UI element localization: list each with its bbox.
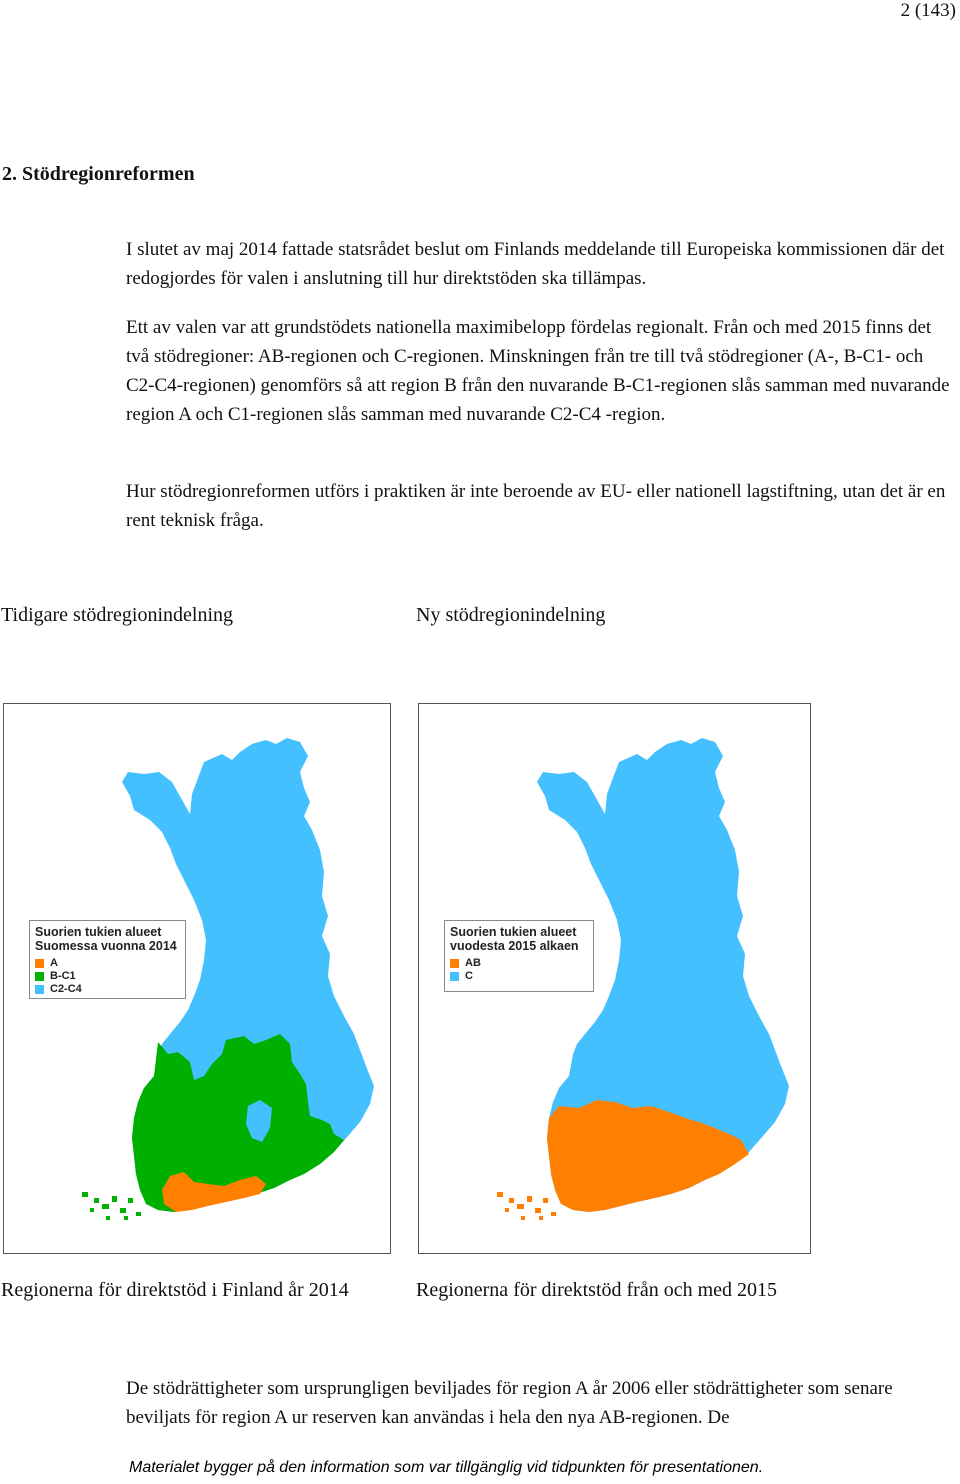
paragraph-3: Hur stödregionreformen utförs i praktiken är inte beroende av EU- eller nationell lagstiftning, utan det är en rent teknisk fråga. (126, 481, 946, 531)
legend-2015 (444, 920, 594, 992)
archipelago-islands (82, 1192, 141, 1220)
legend-2014 (29, 920, 186, 999)
left-map-heading: Tidigare stödregionindelning (1, 604, 234, 626)
legend-item-c2-c4: C2-C4 (35, 983, 185, 996)
swatch-a (35, 959, 44, 968)
left-map-figure (3, 703, 391, 1254)
swatch-b-c1 (35, 972, 44, 981)
legend-title-line2: Suomessa vuonna 2014 (35, 939, 177, 953)
legend-item-c: C (450, 970, 593, 983)
page-number: 2 (143) (900, 0, 956, 21)
legend-title-line1: Suorien tukien alueet (35, 925, 162, 939)
right-map-figure (418, 703, 811, 1254)
paragraph-4: De stödrättigheter som ursprungligen beviljades för region A år 2006 eller stödrättigheter som senare beviljats för region A ur reserven kan användas i hela den nya AB-regionen. De (126, 1378, 893, 1428)
section-title: 2. Stödregionreformen (2, 163, 195, 185)
archipelago-islands (497, 1192, 556, 1220)
swatch-c (450, 972, 459, 981)
legend-title-line2: vuodesta 2015 alkaen (450, 939, 579, 953)
legend-item-b-c1: B-C1 (35, 970, 185, 983)
paragraph-1: I slutet av maj 2014 fattade statsrådet beslut om Finlands meddelande till Europeiska kommissionen där det redogjordes för valen i anslutning till hur direktstöden ska tillämpas. (126, 239, 945, 289)
paragraph-2: Ett av valen var att grundstödets nationella maximibelopp fördelas regionalt. Från och med 2015 finns det två stödregioner: AB-regionen och C-regionen. Minskningen från tre till två stödregioner (A-, B-C1- och C2-C4-regionen) genomförs så att region B från den nuvarande B-C1-regionen slås samman med nuvarande region A och C1-regionen slås samman med nuvarande C2-C4 -region. (126, 317, 950, 425)
footer-disclaimer: Materialet bygger på den information som var tillgänglig vid tidpunkten för presentationen. (129, 1459, 764, 1476)
legend-item-a: A (35, 957, 185, 970)
legend-title-line1: Suorien tukien alueet (450, 925, 577, 939)
left-map-caption: Regionerna för direktstöd i Finland år 2014 (1, 1279, 349, 1301)
swatch-ab (450, 959, 459, 968)
right-map-heading: Ny stödregionindelning (416, 604, 606, 626)
right-map-caption: Regionerna för direktstöd från och med 2015 (416, 1279, 778, 1301)
swatch-c2-c4 (35, 985, 44, 994)
legend-item-ab: AB (450, 957, 593, 970)
